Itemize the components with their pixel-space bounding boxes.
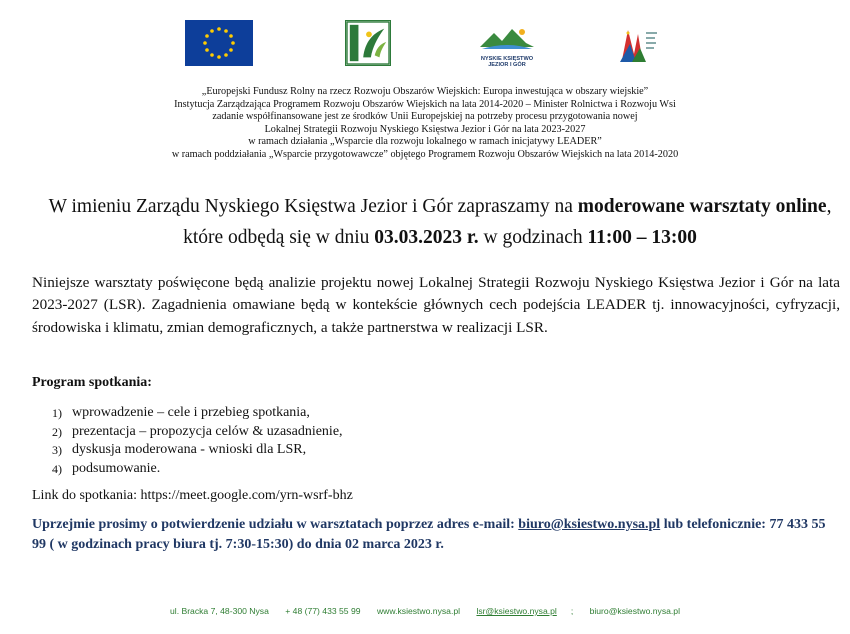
eu-flag-logo [185,20,253,66]
workshop-type: moderowane warsztaty online [577,196,827,217]
logo-bar [0,20,850,70]
description-paragraph: Niniejsze warsztaty poświęcone będą analizie projektu nowej Lokalnej Strategii Rozwoju Nyskiego Księstwa Jezior i Gór na lata 2023-2027 (LSR). Zagadnienia omawiane będą w kontekście głównych cech podejścia LEADER tj. innowacyjności, cyfryzacji, środowiska i klimatu, zmian demograficznych, a także partnerstwa w realizacji LSR. [32,274,840,336]
header-line: w ramach działania „Wsparcie dla rozwoju lokalnego w ramach inicjatywy LEADER” [248,136,602,148]
list-item: 1) wprowadzenie – cele i przebieg spotkania, [52,405,310,420]
contact-email-link[interactable]: biuro@ksiestwo.nysa.pl [518,517,661,532]
footer-email-biuro[interactable]: biuro@ksiestwo.nysa.pl [589,606,680,616]
list-item: 3) dyskusja moderowana - wnioski dla LSR, [52,442,307,458]
invitation-text: W imieniu Zarządu Nyskiego Księstwa Jezior i Gór zapraszamy na moderowane warsztaty online, które odbędą się w dniu 03.03.2023 r. w godzinach 11:00 – 13:00 [48,196,832,248]
footer-phone: + 48 (77) 433 55 99 [285,606,361,616]
list-item: 2) prezentacja – propozycja celów & uzasadnienie, [52,423,343,439]
header-line: „Europejski Fundusz Rolny na rzecz Rozwoju Obszarów Wiejskich: Europa inwestująca w obszary wiejskie” [201,86,649,97]
nkjg-logo [478,25,536,67]
header-line: Instytucja Zarządzająca Programem Rozwoju Obszarów Wiejskich na lata 2014-2020 – Minister Rolnictwa i Rozwoju Wsi [174,98,676,110]
header-line: Lokalnej Strategii Rozwoju Nyskiego Księstwa Jezior i Gór na lata 2023-2027 [264,123,586,135]
footer-contact: ul. Bracka 7, 48-300 Nysa + 48 (77) 433 55 99 www.ksiestwo.nysa.pl lsr@ksiestwo.nysa.pl ; biuro@ksiestwo.nysa.pl [170,606,680,616]
program-title: Program spotkania: [32,375,152,390]
leader-logo [345,20,391,66]
list-item: 4) podsumowanie. [52,461,161,477]
meeting-link-line: Link do spotkania: https://meet.google.com/yrn-wsrf-bhz [32,488,353,503]
nkjg-line2: JEZIOR I GÓR [488,62,526,69]
meeting-link[interactable]: https://meet.google.com/yrn-wsrf-bhz [140,488,353,503]
nkjg-line1: NYSKIE KSIĘSTWO [480,56,534,62]
confirmation-request: Uprzejmie prosimy o potwierdzenie udziału w warsztatach poprzez adres e-mail: biuro@ksiestwo.nysa.pl lub telefonicznie: 77 433 55 99 ( w godzinach pracy biura tj. 7:30-15:30) do dnia 02 marca 2023 r. [32,517,826,552]
header-line: zadanie współfinansowane jest ze środków Unii Europejskiej na potrzeby procesu przygotowania nowej [212,111,638,123]
workshop-time: 11:00 – 13:00 [587,227,697,248]
workshop-date: 03.03.2023 r. [374,227,479,248]
prow-logo [618,24,658,66]
footer-address: ul. Bracka 7, 48-300 Nysa [170,606,269,616]
program-list [52,404,343,479]
footer-website[interactable]: www.ksiestwo.nysa.pl [376,606,461,616]
funding-header [0,86,850,162]
header-line: w ramach poddziałania „Wsparcie przygotowawcze” objętego Programem Rozwoju Obszarów Wiejskich na lata 2014-2020 [171,148,679,160]
footer-email-lsr[interactable]: lsr@ksiestwo.nysa.pl [476,606,557,616]
